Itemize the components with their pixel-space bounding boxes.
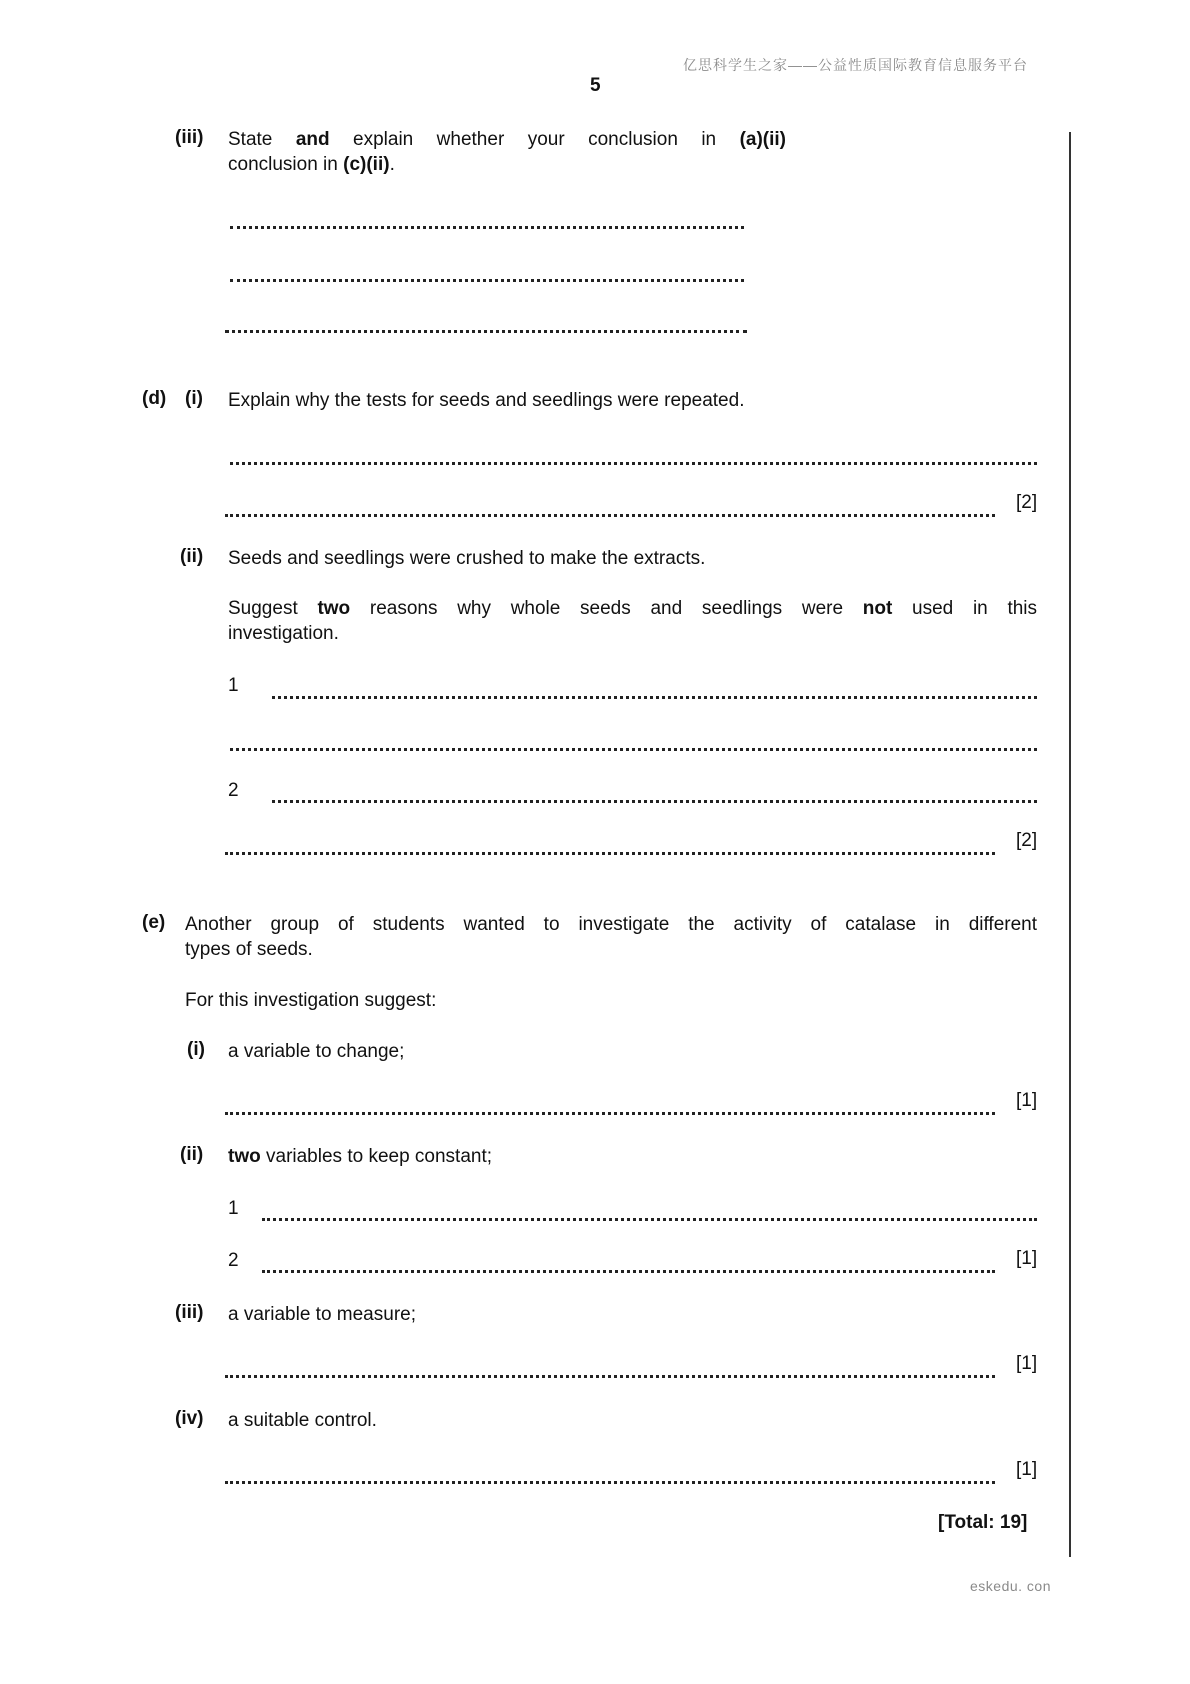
answer-number-2: 2 — [228, 780, 239, 801]
question-label-d-i: (i) — [185, 388, 203, 409]
question-text-c-iii-line2: conclusion in (c)(ii). — [228, 154, 395, 175]
answer-line-c-iii-2[interactable] — [230, 279, 744, 282]
question-text-e-suggest: For this investigation suggest: — [185, 990, 437, 1011]
answer-line-d-i-2[interactable] — [225, 514, 995, 517]
question-text-d-ii-suggest-line2: investigation. — [228, 623, 339, 644]
marks-e-ii: [1] — [1016, 1248, 1038, 1269]
marks-d-i: [2] — [1016, 492, 1038, 513]
question-label-d: (d) — [142, 388, 167, 409]
question-text-e-intro-line2: types of seeds. — [185, 939, 313, 960]
page-number: 5 — [590, 75, 601, 96]
answer-line-e-iv[interactable] — [225, 1481, 995, 1484]
answer-line-d-ii-2b[interactable] — [225, 852, 995, 855]
answer-number-e-ii-1: 1 — [228, 1198, 239, 1219]
margin-rule — [1069, 132, 1071, 1557]
question-text-d-ii-suggest-line1: Suggest two reasons why whole seeds and seedlings were not used in this — [228, 598, 1038, 619]
answer-line-d-i-1[interactable] — [230, 462, 1037, 465]
total-marks: [Total: 19] — [938, 1512, 1028, 1533]
answer-line-c-iii-1[interactable] — [230, 226, 744, 229]
question-label-e-i: (i) — [187, 1039, 205, 1060]
question-text-e-intro-line1: Another group of students wanted to investigate the activity of catalase in different — [185, 914, 1037, 935]
question-text-e-i: a variable to change; — [228, 1041, 405, 1062]
answer-line-c-iii-3[interactable] — [225, 330, 747, 333]
watermark-header: 亿思科学生之家——公益性质国际教育信息服务平台 — [683, 57, 1028, 73]
question-label-e: (e) — [142, 912, 166, 933]
answer-line-e-iii[interactable] — [225, 1375, 995, 1378]
answer-number-1: 1 — [228, 675, 239, 696]
answer-line-d-ii-1a[interactable] — [272, 696, 1037, 699]
question-text-d-i: Explain why the tests for seeds and seedlings were repeated. — [228, 390, 745, 411]
answer-line-d-ii-1b[interactable] — [230, 748, 1037, 751]
watermark-footer: eskedu. con — [970, 1578, 1051, 1594]
question-text-c-iii-line1: State and explain whether your conclusion in (a)(ii) — [228, 129, 786, 150]
question-label-e-iii: (iii) — [175, 1302, 204, 1323]
marks-e-iii: [1] — [1016, 1353, 1038, 1374]
question-text-e-ii: two variables to keep constant; — [228, 1146, 493, 1167]
answer-number-e-ii-2: 2 — [228, 1250, 239, 1271]
marks-e-i: [1] — [1016, 1090, 1038, 1111]
question-label-e-ii: (ii) — [180, 1144, 204, 1165]
answer-line-e-ii-2[interactable] — [262, 1270, 995, 1273]
question-text-d-ii: Seeds and seedlings were crushed to make the extracts. — [228, 548, 706, 569]
marks-d-ii: [2] — [1016, 830, 1038, 851]
answer-line-e-i[interactable] — [225, 1112, 995, 1115]
question-text-e-iv: a suitable control. — [228, 1410, 377, 1431]
question-text-e-iii: a variable to measure; — [228, 1304, 416, 1325]
question-label-d-ii: (ii) — [180, 546, 204, 567]
answer-line-d-ii-2a[interactable] — [272, 800, 1037, 803]
question-label-e-iv: (iv) — [175, 1408, 204, 1429]
question-label-c-iii: (iii) — [175, 127, 204, 148]
marks-e-iv: [1] — [1016, 1459, 1038, 1480]
answer-line-e-ii-1[interactable] — [262, 1218, 1037, 1221]
